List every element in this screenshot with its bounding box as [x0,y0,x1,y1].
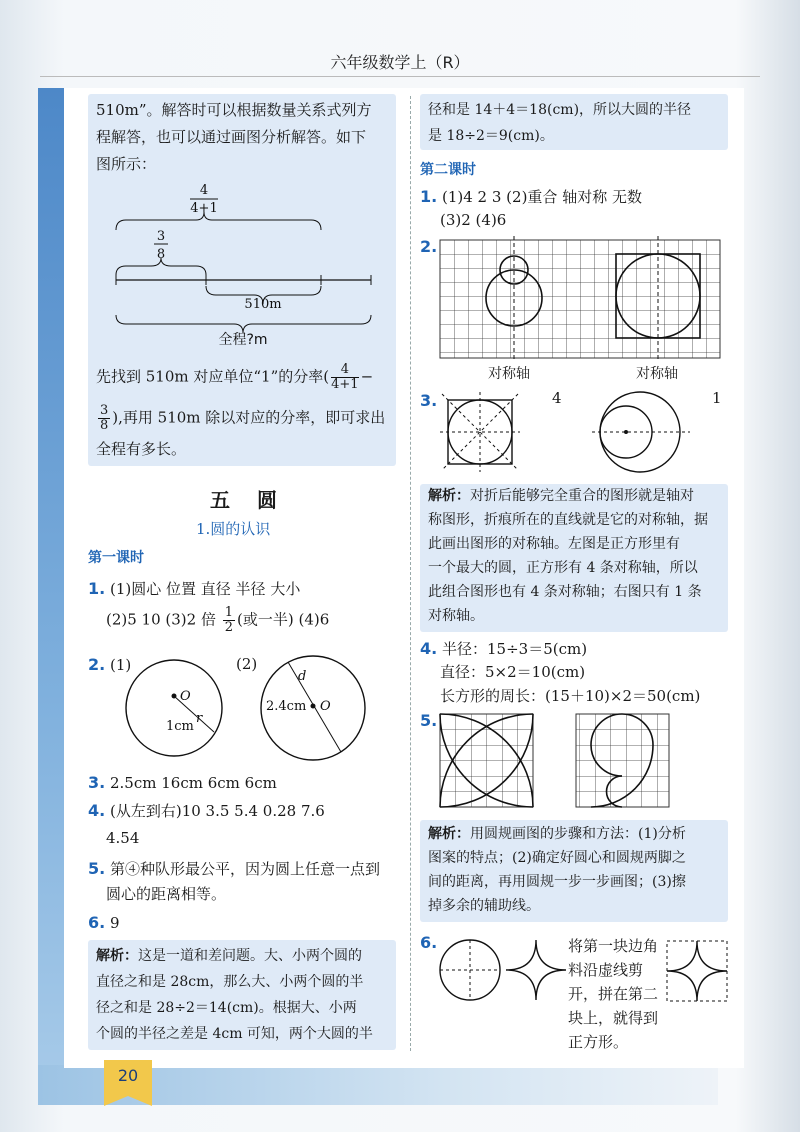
question-number: 5. [88,859,106,878]
frac-num: 3 [100,403,109,418]
text-line: 对称轴。 [428,608,484,624]
frac-den: 4+1 [331,377,359,392]
center-dot [624,430,628,434]
axis-count-left: 4 [552,389,562,407]
grid-left [440,714,533,807]
analysis-label: 解析： [428,488,470,504]
circle-1-radius-label: r [196,711,203,726]
sub-label: (2) [236,655,258,673]
answer-text: 第④种队形最公平，因为圆上任意一点到 [110,860,381,878]
column-divider [410,96,411,1051]
blue-side-band [38,88,64,1098]
question-number: 6. [420,933,438,952]
answer-q4-line2: 4.54 [106,829,140,847]
text-line: 此画出图形的对称轴。左图是正方形里有 [428,536,680,552]
question-number: 1. [88,579,106,598]
answer-text: 9 [110,914,120,932]
answer-text: (或一半) (4)6 [237,610,330,629]
circle-1 [126,660,222,756]
circle-1-center-label: O [180,689,191,704]
answer-text: 2.5cm 16cm 6cm 6cm [110,774,277,792]
frac-den: 2 [224,620,234,635]
axis-count-right: 1 [712,389,722,407]
diagram-seg-label: 510m [244,297,282,312]
text-line: 程解答，也可以通过画图分析解答。如下 [96,128,367,146]
q5-compass-figures [440,714,720,810]
answer-q1-line2 [106,606,329,635]
analysis-label: 解析： [96,948,138,964]
q2-circles-figure [126,656,376,760]
diagram-brace-top [116,212,321,230]
question-number: 4. [88,801,106,820]
grid-paper [440,240,720,358]
text-line: 个圆的半径之差是 4cm 可知，两个大圆的半 [96,1026,373,1042]
text-line: 图所示： [96,155,157,173]
diagram-brace-total [116,315,371,333]
text-line: 间的距离，再用圆规一步一步画图；(3)擦 [428,874,686,890]
q6-text: 正方形。 [568,1033,629,1051]
diagram-frac1-den: 4+1 [190,201,218,216]
circle-2-center [311,704,316,709]
star-shape [506,940,566,1000]
q6-text: 将第一块边角 [568,937,659,955]
frac-num: 4 [331,363,358,378]
text-line [96,363,373,392]
diagram-frac2-den: 8 [156,247,166,262]
circle-1-length: 1cm [166,719,194,734]
half-fraction [223,606,235,635]
sub-label: (1) [110,656,132,674]
diagram-frac1-num: 4 [199,183,209,198]
circle-2-center-label: O [320,699,331,714]
axis-label-right: 对称轴 [636,366,678,382]
answer-q6 [88,910,120,936]
text-line [96,404,385,433]
q2-grid-figure [440,240,722,360]
answer-q3 [88,770,277,796]
answer-text: (从左到右)10 3.5 5.4 0.28 7.6 [110,802,325,820]
text-line: 直径之和是 28cm，那么大、小两个圆的半 [96,974,364,990]
analysis-text: 对折后能够完全重合的图形就是轴对 [470,488,694,504]
q6-cut-figures-left [440,938,566,1006]
section-title: 1.圆的认识 [196,520,271,538]
answer-q6-label [420,930,437,956]
answer-q4-line1 [88,798,325,824]
question-number: 3. [88,773,106,792]
answer-text: (1)4 2 3 (2)重合 轴对称 无数 [442,188,642,206]
text-line: 径之和是 28÷2＝14(cm)。根据大、小两 [96,1000,357,1016]
q6-text: 块上，就得到 [568,1009,659,1027]
question-number: 6. [88,913,106,932]
text-line: 510m”。解答时可以根据数量关系式列方 [96,101,372,119]
fraction-line-diagram [96,180,396,350]
diagram-total-label: 全程?m [218,332,268,348]
text-line: 是 18÷2＝9(cm)。 [428,128,554,144]
answer-q4-line2: 直径：5×2＝10(cm) [440,663,586,681]
text-line [96,944,362,969]
expl-text-a: 先找到 510m 对应单位“1”的分率( [96,367,330,386]
question-number: 3. [420,391,438,410]
analysis-label: 解析： [428,826,470,842]
page-header-title: 六年级数学上（R） [330,53,470,72]
q3-symmetry-figures [440,392,690,476]
answer-q5-line2: 圆心的距离相等。 [106,885,227,903]
text-line [428,822,686,847]
question-number: 1. [420,187,438,206]
page-number: 20 [117,1066,139,1085]
frac-den: 8 [100,418,109,433]
answer-q1-line1 [88,576,300,602]
text-line [428,484,694,509]
frac-num: 1 [224,605,234,620]
answer-q1-line1 [420,184,642,210]
expl-text-b: ),再用 510m 除以对应的分率，即可求出 [112,408,386,427]
answer-q4-line3: 长方形的周长：(15＋10)×2＝50(cm) [440,687,701,705]
question-number: 2. [420,237,438,256]
lesson-title: 第二课时 [420,162,476,178]
text-line: 称图形，折痕所在的直线就是它的对称轴，据 [428,512,708,528]
text-line: 径和是 14＋4＝18(cm)，所以大圆的半径 [428,102,692,118]
question-number: 2. [88,655,106,674]
expl-fraction-2 [98,404,110,433]
answer-q3-label [420,388,437,414]
answer-text: (2)5 10 (3)2 倍 [106,610,216,629]
text-line: 全程有多长。 [96,440,187,458]
diagram-brace-mid [116,258,206,275]
analysis-text: 用圆规画图的步骤和方法：(1)分析 [470,826,686,842]
text-line: 一个最大的圆，正方形有 4 条对称轴，所以 [428,560,698,576]
diagram-frac2-num: 3 [156,229,166,244]
star-shape [667,941,727,1001]
answer-q5-line1 [88,856,380,882]
answer-text: (1)圆心 位置 直径 半径 大小 [110,580,301,598]
answer-q1-line2: (3)2 (4)6 [440,211,507,229]
circle-2-diameter-label: d [298,669,307,684]
q6-text: 料沿虚线剪 [568,961,644,979]
answer-q5-label [420,708,437,734]
answer-q2-label [88,652,131,678]
text-line: 此组合图形也有 4 条对称轴；右图只有 1 条 [428,584,702,600]
header-divider [40,76,760,77]
expl-minus: − [360,367,374,386]
q6-cut-figure-right [666,940,728,1002]
text-line: 掉多余的辅助线。 [428,898,540,914]
analysis-text: 这是一道和差问题。大、小两个圆的 [138,948,362,964]
axis-label-left: 对称轴 [488,366,530,382]
chapter-title: 五 圆 [210,488,287,512]
answer-text: 半径：15÷3＝5(cm) [442,640,588,658]
grid-right [576,714,669,807]
answer-q4-line1 [420,636,587,662]
circle-2-length: 2.4cm [266,699,307,714]
question-number: 5. [420,711,438,730]
answer-q2-label [420,234,437,260]
question-number: 4. [420,639,438,658]
dashed-square [667,941,727,1001]
lesson-title: 第一课时 [88,550,144,566]
q6-text: 开，拼在第二 [568,985,659,1003]
text-line: 图案的特点；(2)确定好圆心和圆规两脚之 [428,850,686,866]
expl-fraction-1 [331,363,358,392]
